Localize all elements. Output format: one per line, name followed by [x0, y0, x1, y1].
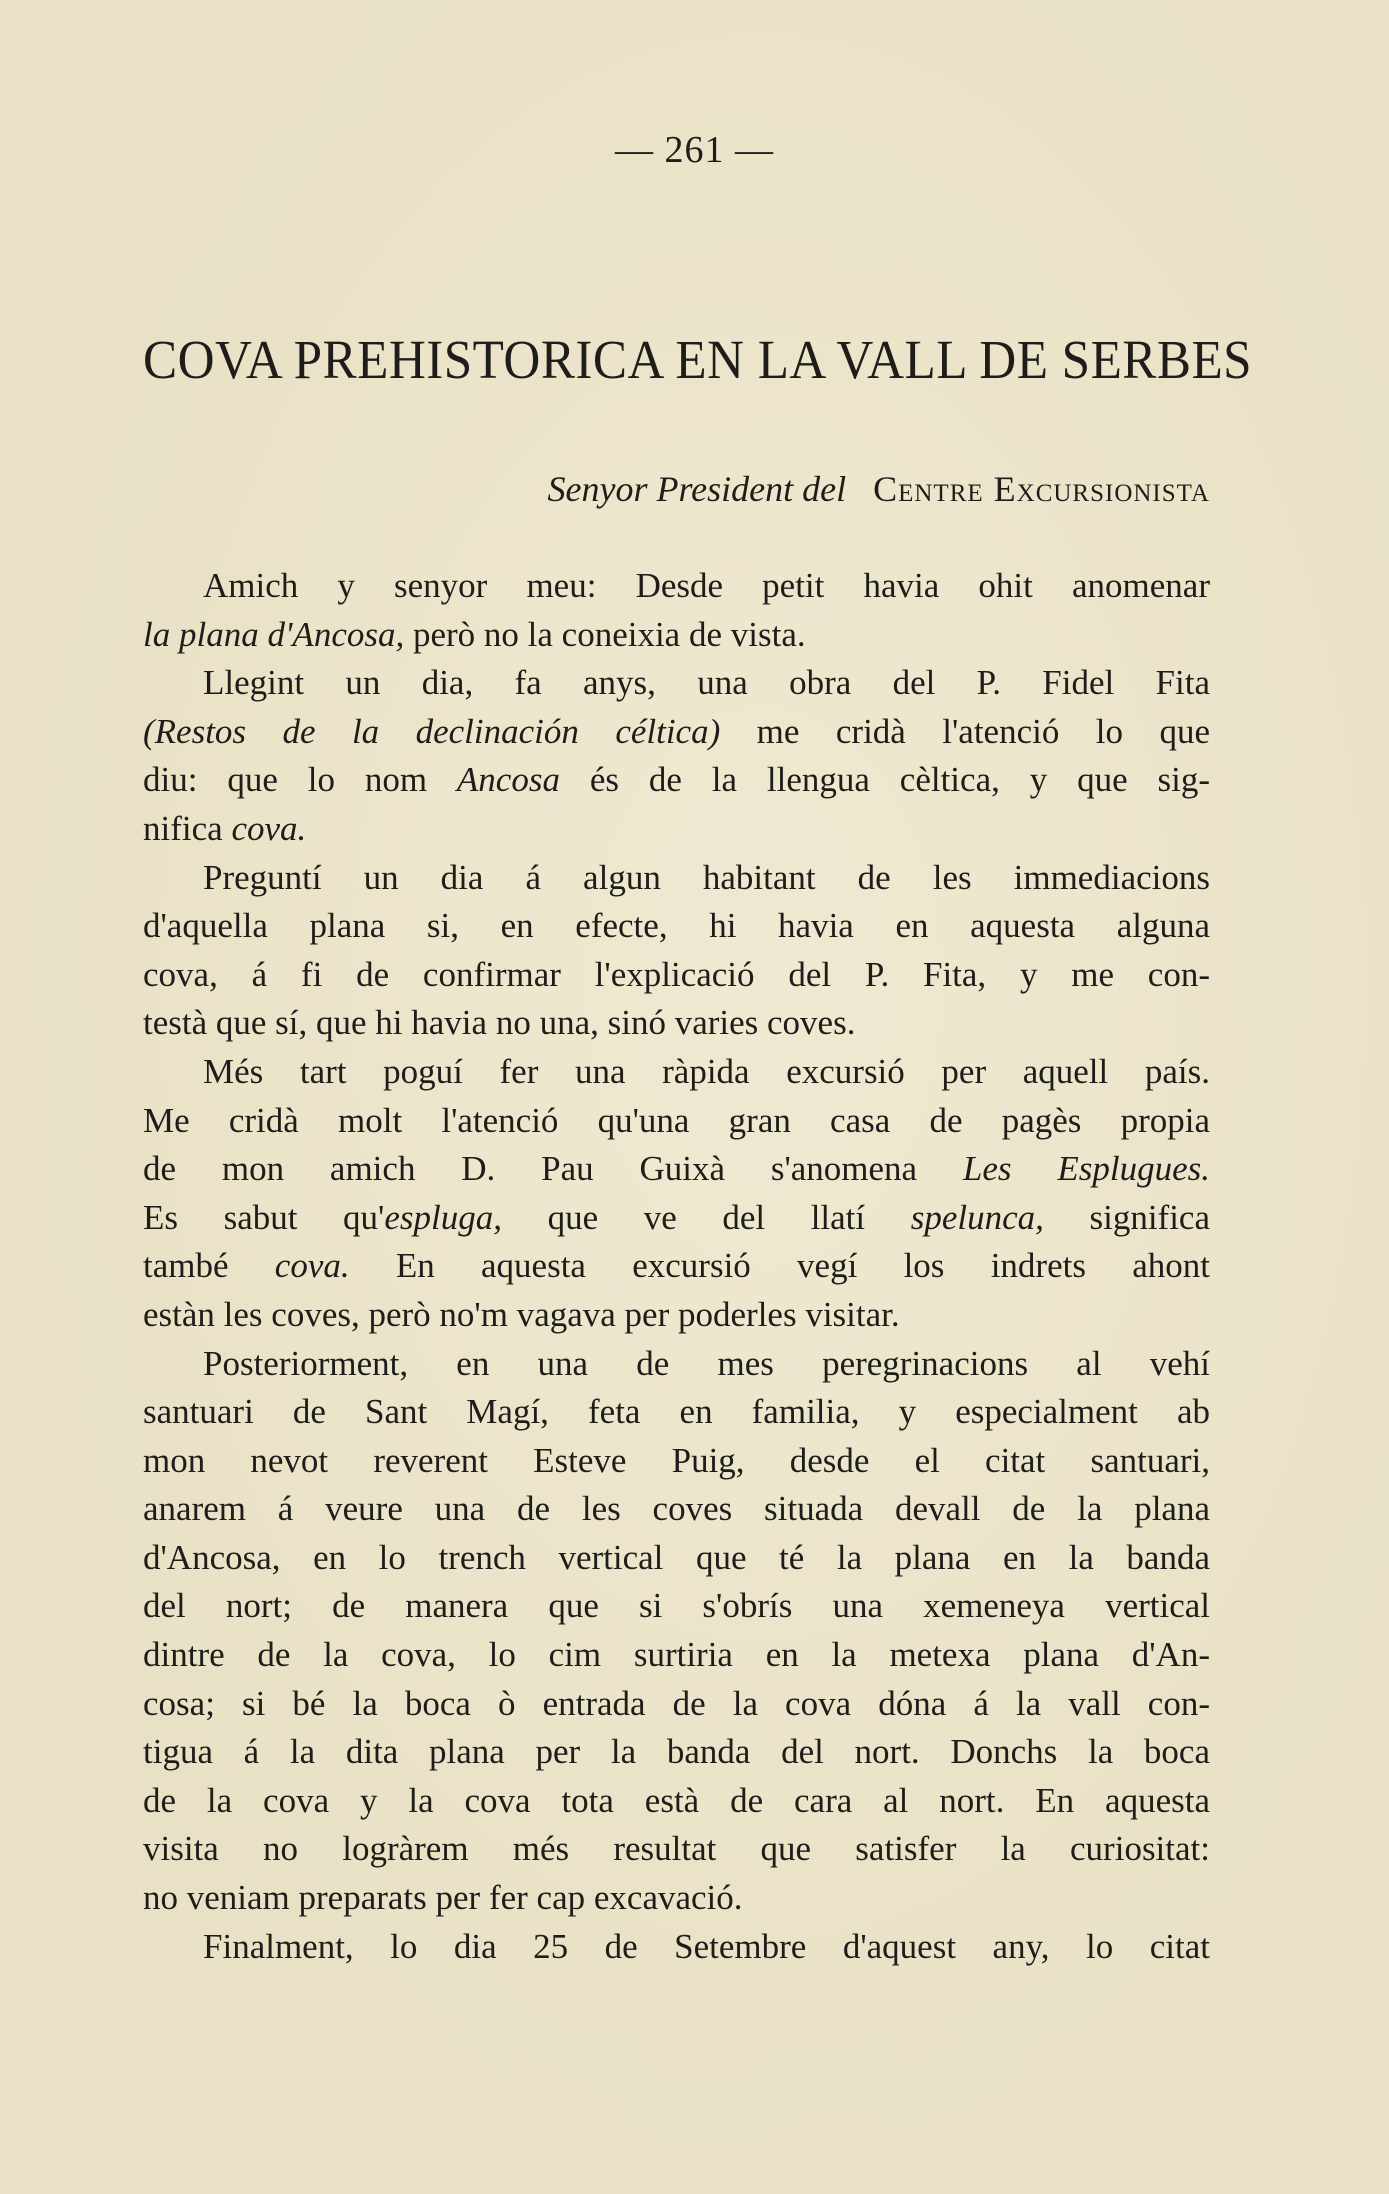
- salutation: [143, 468, 1210, 510]
- text-line: [143, 756, 1210, 805]
- text-segment: santuari de Sant Magí, feta en familia, y especialment ab: [143, 1392, 1210, 1432]
- text-line: [143, 1437, 1210, 1486]
- text-line: [143, 1291, 1210, 1340]
- text-line: [143, 1485, 1210, 1534]
- text-line: [143, 854, 1210, 903]
- text-line: [143, 562, 1210, 611]
- text-line: [143, 1874, 1210, 1923]
- page-number: — 261 —: [615, 129, 774, 171]
- text-line: [143, 805, 1210, 854]
- text-line: [143, 1145, 1210, 1194]
- text-line: [143, 659, 1210, 708]
- italic-text: cova.: [231, 808, 307, 848]
- italic-text: la plana d'Ancosa,: [143, 614, 405, 654]
- salutation-italic: Senyor President del: [547, 469, 847, 509]
- text-line: [143, 951, 1210, 1000]
- text-line: [143, 1680, 1210, 1729]
- italic-text: cova.: [274, 1246, 350, 1286]
- text-segment: també: [143, 1246, 275, 1286]
- text-line: [143, 1631, 1210, 1680]
- text-segment: estàn les coves, però no'm vagava per poderles visitar.: [143, 1294, 900, 1334]
- text-segment: testà que sí, que hi havia no una, sinó varies coves.: [143, 1003, 856, 1043]
- text-segment: però no la coneixia de vista.: [404, 614, 806, 654]
- text-segment: Me cridà molt l'atenció qu'una gran casa de pagès propia: [143, 1100, 1210, 1140]
- salutation-space: [855, 469, 864, 509]
- italic-text: spelunca,: [910, 1197, 1044, 1237]
- text-line: [143, 1582, 1210, 1631]
- text-segment: cosa; si bé la boca ò entrada de la cova dóna á la vall con-: [143, 1683, 1210, 1723]
- text-segment: del nort; de manera que si s'obrís una xemeneya vertical: [143, 1586, 1210, 1626]
- text-segment: nifica: [143, 808, 232, 848]
- text-segment: me cridà l'atenció lo que: [720, 711, 1210, 751]
- text-segment: cova, á fi de confirmar l'explicació del P. Fita, y me con-: [143, 954, 1210, 994]
- text-segment: d'aquella plana si, en efecte, hi havia en aquesta alguna: [143, 906, 1210, 946]
- text-segment: que ve del llatí: [502, 1197, 911, 1237]
- text-line: [143, 1728, 1210, 1777]
- italic-text: Ancosa: [456, 760, 560, 800]
- text-segment: anarem á veure una de les coves situada devall de la plana: [143, 1489, 1210, 1529]
- text-segment: tigua á la dita plana per la banda del nort. Donchs la boca: [143, 1732, 1210, 1772]
- text-segment: Posteriorment, en una de mes peregrinacions al vehí: [203, 1343, 1210, 1383]
- text-segment: diu: que lo nom: [143, 760, 457, 800]
- text-segment: significa: [1043, 1197, 1210, 1237]
- text-segment: de mon amich D. Pau Guixà s'anomena: [143, 1149, 963, 1189]
- text-line: [143, 1194, 1210, 1243]
- text-line: [143, 1534, 1210, 1583]
- text-line: [143, 902, 1210, 951]
- text-segment: és de la llengua cèltica, y que sig-: [559, 760, 1210, 800]
- text-line: [143, 1097, 1210, 1146]
- text-line: [143, 1388, 1210, 1437]
- text-line: [143, 708, 1210, 757]
- text-line: [143, 999, 1210, 1048]
- text-segment: mon nevot reverent Esteve Puig, desde el citat santuari,: [143, 1440, 1210, 1480]
- italic-text: (Restos de la declinación céltica): [143, 711, 721, 751]
- italic-text: Les Esplugues.: [962, 1149, 1210, 1189]
- text-line: [143, 1777, 1210, 1826]
- text-segment: Més tart poguí fer una ràpida excursió per aquell país.: [203, 1051, 1210, 1091]
- text-line: [143, 1048, 1210, 1097]
- text-segment: Amich y senyor meu: Desde petit havia ohit anomenar: [203, 566, 1210, 605]
- text-segment: Preguntí un dia á algun habitant de les immediacions: [203, 857, 1210, 897]
- text-segment: d'Ancosa, en lo trench vertical que té la plana en la banda: [143, 1537, 1210, 1577]
- text-segment: no veniam preparats per fer cap excavació.: [143, 1878, 743, 1918]
- body-text: [143, 562, 1210, 1971]
- text-segment: dintre de la cova, lo cim surtiria en la metexa plana d'An-: [143, 1635, 1210, 1675]
- text-segment: Es sabut qu': [143, 1197, 385, 1237]
- text-segment: En aquesta excursió vegí los indrets ahont: [349, 1246, 1210, 1286]
- text-line: [143, 1825, 1210, 1874]
- text-line: [143, 611, 1210, 660]
- text-segment: Finalment, lo dia 25 de Setembre d'aquest any, lo citat: [203, 1926, 1210, 1966]
- text-segment: de la cova y la cova tota està de cara al nort. En aquesta: [143, 1780, 1210, 1820]
- text-segment: Llegint un dia, fa anys, una obra del P. Fidel Fita: [203, 663, 1210, 703]
- text-line: [143, 1242, 1210, 1291]
- text-line: [143, 1923, 1210, 1972]
- text-segment: visita no logràrem més resultat que satisfer la curiositat:: [143, 1829, 1210, 1869]
- italic-text: espluga,: [384, 1197, 503, 1237]
- article-title: COVA PREHISTORICA EN LA VALL DE SERBES: [143, 329, 1253, 390]
- salutation-smallcaps: Centre Excursionista: [873, 469, 1210, 509]
- text-line: [143, 1340, 1210, 1389]
